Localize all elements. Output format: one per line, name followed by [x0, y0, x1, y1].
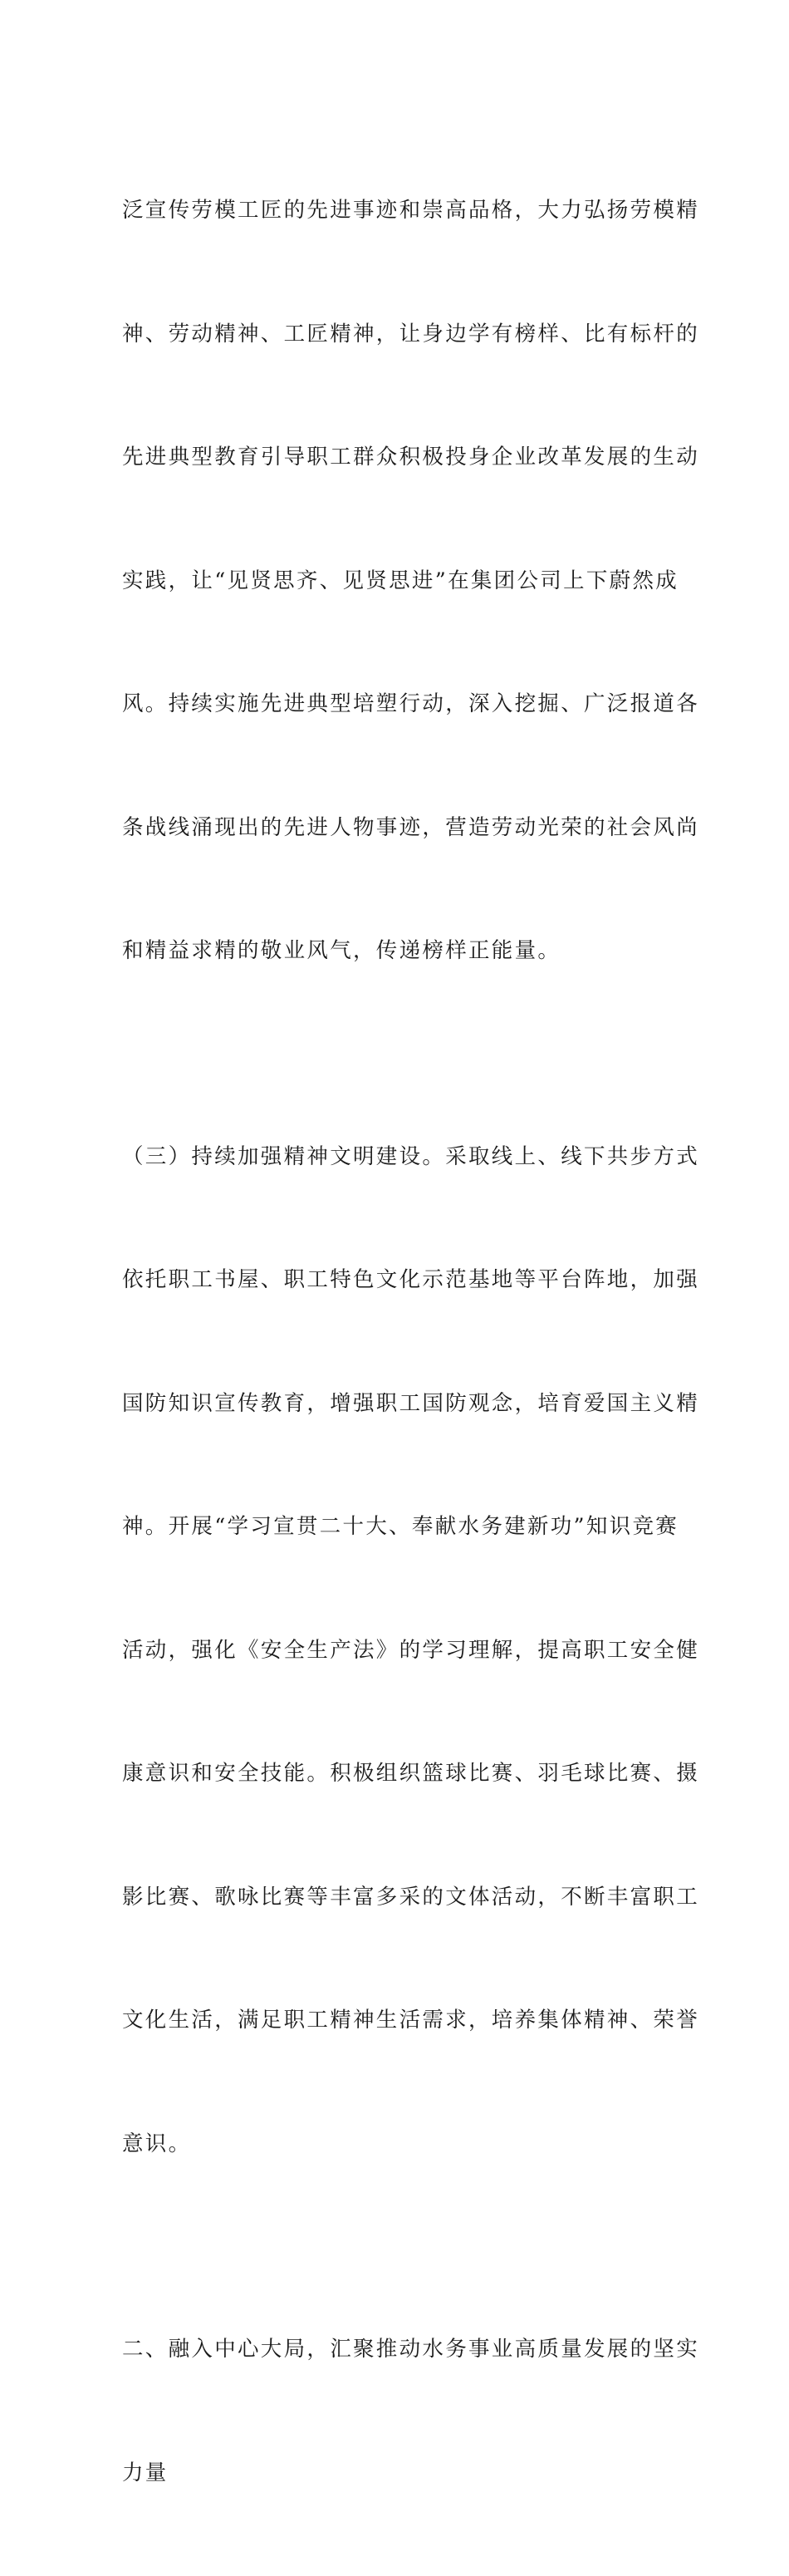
text-line: 风。持续实施先进典型培塑行动，深入挖掘、广泛报道各: [122, 691, 700, 716]
text-line: 康意识和安全技能。积极组织篮球比赛、羽毛球比赛、摄: [122, 1761, 700, 1786]
section-heading-two: [122, 2247, 700, 2576]
text-line: 影比赛、歌咏比赛等丰富多采的文体活动，不断丰富职工: [122, 1884, 700, 1910]
text-line: 泛宣传劳模工匠的先进事迹和崇高品格，大力弘扬劳模精: [122, 198, 700, 223]
paragraph-labor-model: [122, 108, 700, 1054]
text-line: 国防知识宣传教育，增强职工国防观念，培育爱国主义精: [122, 1390, 700, 1416]
text-line: 意识。: [122, 2131, 192, 2156]
text-line: 神。开展“学习宣贯二十大、奉献水务建新功”知识竞赛: [122, 1514, 679, 1539]
text-line: 活动，强化《安全生产法》的学习理解，提高职工安全健: [122, 1637, 700, 1663]
text-line: 先进典型教育引导职工群众积极投身企业改革发展的生动: [122, 445, 700, 469]
text-line: 实践，让“见贤思齐、见贤思进”在集团公司上下蔚然成: [122, 568, 679, 593]
text-line: 力量: [122, 2460, 169, 2485]
text-line: 依托职工书屋、职工特色文化示范基地等平台阵地，加强: [122, 1267, 700, 1292]
text-line: 二、融入中心大局，汇聚推动水务事业高质量发展的坚实: [122, 2337, 700, 2362]
text-line: （三）持续加强精神文明建设。采取线上、线下共步方式: [122, 1143, 700, 1169]
text-line: 文化生活，满足职工精神生活需求，培养集体精神、荣誉: [122, 2008, 700, 2033]
text-line: 和精益求精的敬业风气，传递榜样正能量。: [122, 938, 561, 963]
text-line: 条战线涌现出的先进人物事迹，营造劳动光荣的社会风尚: [122, 814, 700, 840]
body-text: [122, 108, 700, 2576]
paragraph-spiritual-civilization: [122, 1054, 700, 2248]
text-line: 神、劳动精神、工匠精神，让身边学有榜样、比有标杆的: [122, 321, 700, 347]
